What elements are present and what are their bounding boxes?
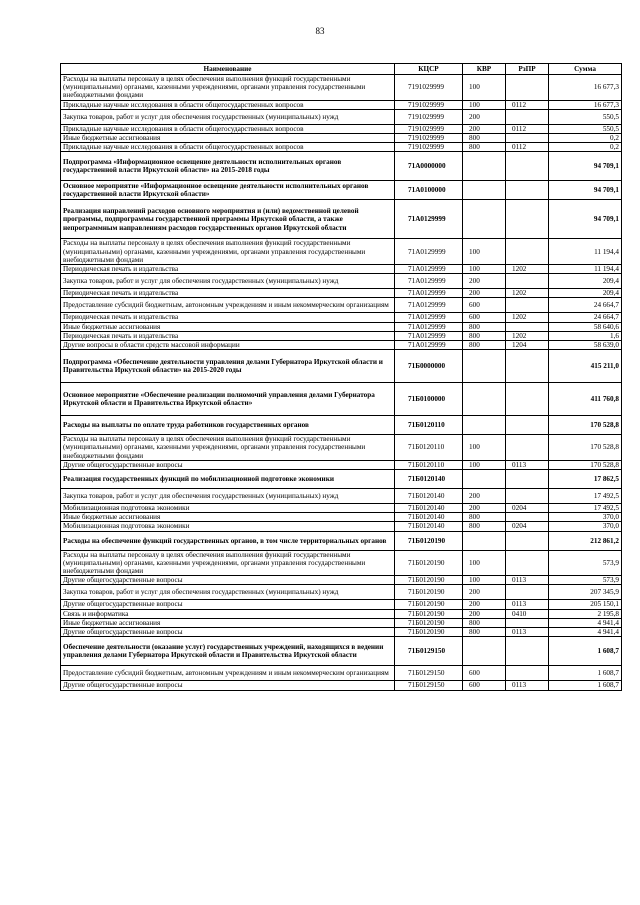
row-kcsr: 71Б0120190 [395,531,463,550]
row-rzpr: 1202 [506,265,549,274]
row-rzpr: 0204 [506,522,549,531]
row-name: Периодическая печать и издательства [61,331,395,340]
row-name: Прикладные научные исследования в области общегосударственных вопросов [61,143,395,152]
header-name: Наименование [61,64,395,75]
row-name: Основное мероприятие «Информационное освещение деятельности исполнительных органов государственной власти Иркутской области» [61,181,395,200]
header-kvr: КВР [463,64,506,75]
row-kcsr: 71Б0120190 [395,600,463,609]
table-row [61,522,622,531]
header-kcsr: КЦСР [395,64,463,75]
row-kvr: 600 [463,313,506,322]
row-sum: 573,9 [549,550,622,576]
table-row [61,322,622,331]
row-rzpr: 0204 [506,504,549,513]
row-kvr: 200 [463,600,506,609]
row-sum: 11 194,4 [549,239,622,265]
row-kcsr: 71Б0120110 [395,416,463,435]
table-row [61,600,622,609]
row-name: Периодическая печать и издательства [61,289,395,298]
table-row [61,134,622,143]
row-rzpr [506,298,549,313]
row-kcsr: 71А0129999 [395,341,463,350]
row-rzpr [506,239,549,265]
table-row [61,143,622,152]
table-row [61,416,622,435]
row-name: Основное мероприятие «Обеспечение реализации полномочий управления делами Губернатора Иркутской области и Правительства Иркутской области» [61,383,395,416]
row-name: Обеспечение деятельности (оказание услуг) государственных учреждений, находящихся в ведении управления делами Губернатора Иркутской области и Правительства Иркутской области [61,637,395,666]
table-row [61,331,622,340]
row-kcsr: 71Б0120190 [395,576,463,585]
row-rzpr [506,350,549,383]
row-kcsr: 71Б0100000 [395,383,463,416]
row-kvr: 200 [463,109,506,124]
row-kcsr: 71А0129999 [395,298,463,313]
budget-table [60,63,622,691]
row-kvr: 100 [463,460,506,469]
row-sum: 573,9 [549,576,622,585]
row-kvr: 100 [463,435,506,461]
row-kvr: 800 [463,322,506,331]
row-kcsr: 71Б0120140 [395,489,463,504]
row-rzpr: 0410 [506,609,549,618]
row-name: Закупка товаров, работ и услуг для обеспечения государственных (муниципальных) нужд [61,274,395,289]
row-kvr: 800 [463,628,506,637]
row-sum: 2 195,8 [549,609,622,618]
row-rzpr [506,531,549,550]
row-kcsr: 71Б0120140 [395,504,463,513]
row-sum: 170 528,8 [549,460,622,469]
row-sum: 16 677,3 [549,100,622,109]
row-kvr [463,152,506,181]
row-kvr: 100 [463,100,506,109]
table-row [61,239,622,265]
table-row [61,618,622,627]
row-rzpr [506,618,549,627]
row-sum: 11 194,4 [549,265,622,274]
row-name: Мобилизационная подготовка экономики [61,504,395,513]
row-kvr: 600 [463,681,506,690]
row-sum: 1 608,7 [549,681,622,690]
row-sum: 58 640,6 [549,322,622,331]
row-rzpr [506,109,549,124]
row-kcsr: 7191029999 [395,75,463,101]
row-sum: 170 528,8 [549,416,622,435]
row-name: Периодическая печать и издательства [61,265,395,274]
row-kcsr: 71Б0120190 [395,609,463,618]
table-row [61,265,622,274]
row-name: Другие общегосударственные вопросы [61,460,395,469]
row-kcsr: 71Б0120140 [395,522,463,531]
table-row [61,489,622,504]
row-kvr: 600 [463,666,506,681]
table-header-row [61,64,622,75]
row-rzpr [506,585,549,600]
row-kvr: 100 [463,576,506,585]
row-name: Предоставление субсидий бюджетным, автономным учреждениям и иным некоммерческим организациям [61,298,395,313]
row-kvr: 800 [463,341,506,350]
row-kvr [463,531,506,550]
row-name: Другие общегосударственные вопросы [61,600,395,609]
row-rzpr: 0113 [506,460,549,469]
row-rzpr [506,322,549,331]
row-kcsr: 71Б0000000 [395,350,463,383]
table-row [61,531,622,550]
table-row [61,75,622,101]
row-kvr [463,470,506,489]
row-name: Иные бюджетные ассигнования [61,134,395,143]
row-kcsr: 71Б0120140 [395,470,463,489]
row-rzpr [506,134,549,143]
row-rzpr: 1204 [506,341,549,350]
table-row [61,609,622,618]
row-sum: 370,0 [549,513,622,522]
row-sum: 170 528,8 [549,435,622,461]
row-kcsr: 71Б0120190 [395,618,463,627]
row-kvr: 200 [463,274,506,289]
row-rzpr [506,416,549,435]
row-kcsr: 71Б0129150 [395,681,463,690]
row-kvr: 100 [463,239,506,265]
row-rzpr [506,513,549,522]
row-rzpr: 0112 [506,143,549,152]
row-rzpr: 0113 [506,628,549,637]
row-sum: 4 941,4 [549,618,622,627]
row-sum: 370,0 [549,522,622,531]
row-kcsr: 7191029999 [395,143,463,152]
row-kvr [463,181,506,200]
row-kcsr: 71Б0120190 [395,550,463,576]
row-rzpr: 1202 [506,289,549,298]
row-kcsr: 71Б0120110 [395,460,463,469]
row-sum: 411 760,8 [549,383,622,416]
table-row [61,341,622,350]
table-row [61,298,622,313]
row-kcsr: 7191029999 [395,109,463,124]
table-row [61,383,622,416]
row-rzpr: 1202 [506,313,549,322]
row-kcsr: 71А0129999 [395,313,463,322]
row-name: Прикладные научные исследования в области общегосударственных вопросов [61,124,395,133]
row-name: Расходы на выплаты персоналу в целях обеспечения выполнения функций государственными (муниципальными) органами, казенными учреждениями, органами управления государственными внебюджетными фондами [61,75,395,101]
row-kcsr: 71Б0120190 [395,585,463,600]
row-kvr [463,416,506,435]
table-row [61,637,622,666]
table-row [61,576,622,585]
table-row [61,100,622,109]
row-kcsr: 7191029999 [395,100,463,109]
row-kcsr: 71А0129999 [395,331,463,340]
row-sum: 1 608,7 [549,666,622,681]
table-row [61,585,622,600]
row-kvr: 200 [463,289,506,298]
row-sum: 209,4 [549,274,622,289]
row-name: Реализация государственных функций по мобилизационной подготовке экономики [61,470,395,489]
row-rzpr: 0113 [506,576,549,585]
row-name: Расходы на выплаты по оплате труда работников государственных органов [61,416,395,435]
row-rzpr [506,274,549,289]
row-rzpr [506,152,549,181]
row-name: Реализация направлений расходов основного мероприятия и (или) ведомственной целевой программы, подпрограммы государственной программы Иркутской области, а также непрограммным направлениям расходов государственных органов Иркутской области [61,200,395,239]
row-kvr: 100 [463,265,506,274]
row-name: Другие вопросы в области средств массовой информации [61,341,395,350]
table-row [61,109,622,124]
row-sum: 209,4 [549,289,622,298]
row-rzpr [506,75,549,101]
row-kvr: 100 [463,75,506,101]
row-sum: 17 862,5 [549,470,622,489]
row-kcsr: 71Б0129150 [395,637,463,666]
row-rzpr [506,200,549,239]
row-name: Расходы на обеспечение функций государственных органов, в том числе территориальных органов [61,531,395,550]
row-kvr: 100 [463,550,506,576]
row-name: Закупка товаров, работ и услуг для обеспечения государственных (муниципальных) нужд [61,585,395,600]
row-kcsr: 7191029999 [395,124,463,133]
row-name: Иные бюджетные ассигнования [61,322,395,331]
table-row [61,350,622,383]
header-rzpr: РзПР [506,64,549,75]
row-kcsr: 71Б0120140 [395,513,463,522]
table-row [61,460,622,469]
row-name: Предоставление субсидий бюджетным, автономным учреждениям и иным некоммерческим организациям [61,666,395,681]
row-kvr: 200 [463,124,506,133]
row-kvr: 800 [463,618,506,627]
row-name: Мобилизационная подготовка экономики [61,522,395,531]
row-name: Расходы на выплаты персоналу в целях обеспечения выполнения функций государственными (муниципальными) органами, казенными учреждениями, органами управления государственными внебюджетными фондами [61,550,395,576]
table-row [61,435,622,461]
row-sum: 58 639,0 [549,341,622,350]
row-kcsr: 71А0129999 [395,322,463,331]
row-rzpr [506,489,549,504]
row-kcsr: 71Б0120190 [395,628,463,637]
row-kvr: 200 [463,609,506,618]
row-kvr: 200 [463,585,506,600]
table-row [61,470,622,489]
row-sum: 94 709,1 [549,152,622,181]
row-kvr: 800 [463,331,506,340]
row-rzpr [506,470,549,489]
row-kvr: 800 [463,143,506,152]
row-sum: 415 211,0 [549,350,622,383]
table-row [61,289,622,298]
row-rzpr: 0112 [506,100,549,109]
row-sum: 0,2 [549,134,622,143]
table-row [61,200,622,239]
row-name: Расходы на выплаты персоналу в целях обеспечения выполнения функций государственными (муниципальными) органами, казенными учреждениями, органами управления государственными внебюджетными фондами [61,435,395,461]
table-row [61,513,622,522]
row-sum: 212 861,2 [549,531,622,550]
row-sum: 94 709,1 [549,181,622,200]
row-kvr: 800 [463,134,506,143]
row-name: Закупка товаров, работ и услуг для обеспечения государственных (муниципальных) нужд [61,489,395,504]
row-sum: 0,2 [549,143,622,152]
row-sum: 16 677,3 [549,75,622,101]
table-row [61,681,622,690]
table-row [61,124,622,133]
row-kvr: 200 [463,489,506,504]
table-row [61,181,622,200]
row-kvr [463,200,506,239]
header-sum: Сумма [549,64,622,75]
table-body [61,75,622,691]
row-sum: 550,5 [549,124,622,133]
row-kcsr: 71А0000000 [395,152,463,181]
row-name: Другие общегосударственные вопросы [61,681,395,690]
row-kcsr: 71А0129999 [395,239,463,265]
row-kcsr: 71Б0129150 [395,666,463,681]
row-kcsr: 71А0129999 [395,274,463,289]
row-rzpr [506,666,549,681]
row-kvr: 800 [463,522,506,531]
row-kcsr: 71Б0120110 [395,435,463,461]
page-number: 83 [315,26,325,36]
table-row [61,274,622,289]
row-rzpr: 0113 [506,681,549,690]
row-sum: 550,5 [549,109,622,124]
row-rzpr [506,637,549,666]
row-name: Иные бюджетные ассигнования [61,513,395,522]
row-sum: 17 492,5 [549,489,622,504]
table-row [61,152,622,181]
row-sum: 4 941,4 [549,628,622,637]
row-kvr [463,383,506,416]
row-rzpr [506,181,549,200]
table-row [61,666,622,681]
row-rzpr: 0112 [506,124,549,133]
row-kvr [463,637,506,666]
row-rzpr [506,550,549,576]
row-kcsr: 7191029999 [395,134,463,143]
row-rzpr: 0113 [506,600,549,609]
row-name: Периодическая печать и издательства [61,313,395,322]
row-sum: 24 664,7 [549,298,622,313]
row-sum: 24 664,7 [549,313,622,322]
row-sum: 205 150,1 [549,600,622,609]
row-name: Расходы на выплаты персоналу в целях обеспечения выполнения функций государственными (муниципальными) органами, казенными учреждениями, органами управления государственными внебюджетными фондами [61,239,395,265]
table-row [61,313,622,322]
row-name: Подпрограмма «Обеспечение деятельности управления делами Губернатора Иркутской области и Правительства Иркутской области» на 2015-2020 годы [61,350,395,383]
row-sum: 94 709,1 [549,200,622,239]
row-name: Прикладные научные исследования в области общегосударственных вопросов [61,100,395,109]
row-rzpr [506,383,549,416]
row-name: Закупка товаров, работ и услуг для обеспечения государственных (муниципальных) нужд [61,109,395,124]
row-sum: 17 492,5 [549,504,622,513]
row-rzpr: 1202 [506,331,549,340]
row-kvr [463,350,506,383]
row-name: Другие общегосударственные вопросы [61,628,395,637]
row-sum: 1,6 [549,331,622,340]
row-name: Иные бюджетные ассигнования [61,618,395,627]
row-name: Связь и информатика [61,609,395,618]
row-sum: 207 345,9 [549,585,622,600]
row-kcsr: 71А0129999 [395,200,463,239]
row-kvr: 200 [463,504,506,513]
row-sum: 1 608,7 [549,637,622,666]
table-row [61,504,622,513]
row-name: Подпрограмма «Информационное освещение деятельности исполнительных органов государственной власти Иркутской области» на 2015-2018 годы [61,152,395,181]
row-kcsr: 71А0129999 [395,265,463,274]
row-rzpr [506,435,549,461]
row-name: Другие общегосударственные вопросы [61,576,395,585]
row-kcsr: 71А0129999 [395,289,463,298]
row-kcsr: 71А0100000 [395,181,463,200]
row-kvr: 600 [463,298,506,313]
table-row [61,628,622,637]
row-kvr: 800 [463,513,506,522]
table-row [61,550,622,576]
